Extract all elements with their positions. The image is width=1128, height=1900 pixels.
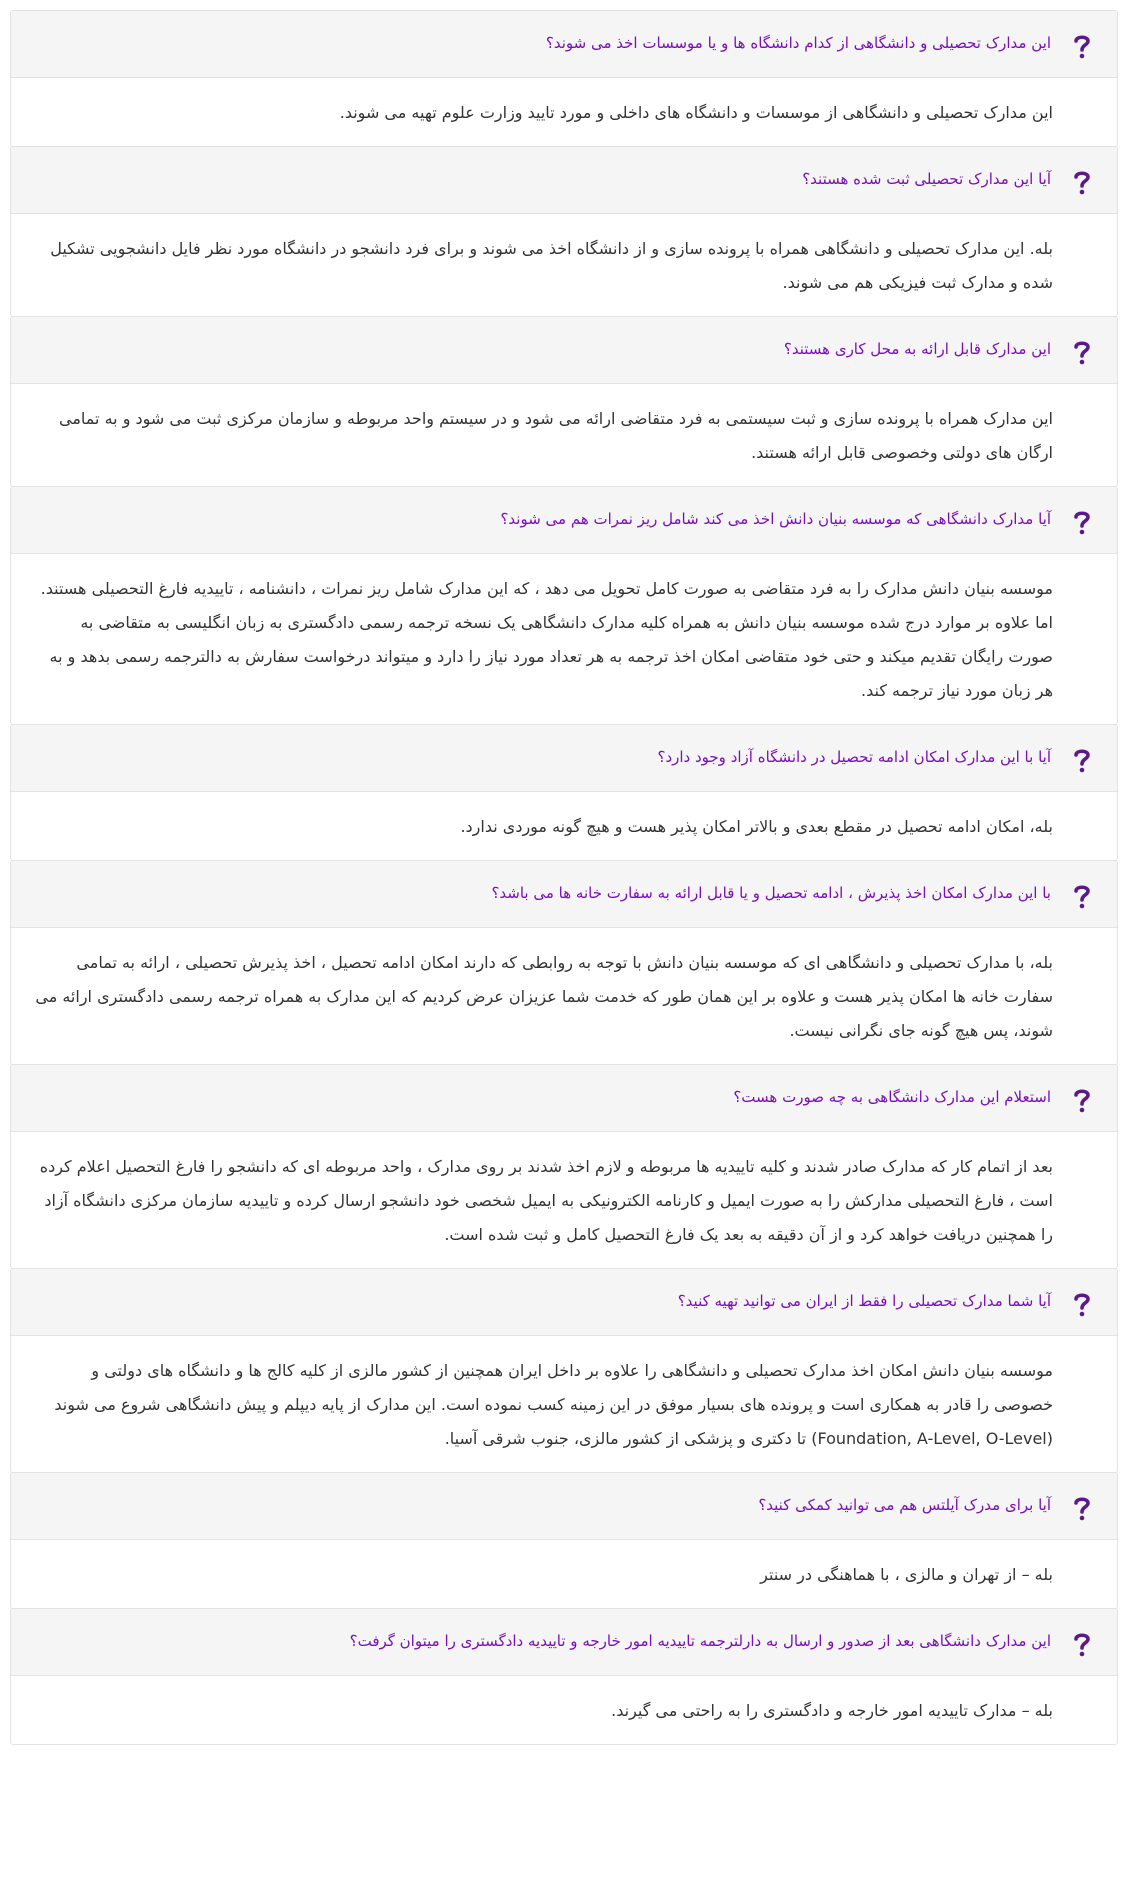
question-mark-icon: [1073, 1291, 1091, 1317]
faq-answer: [11, 214, 1117, 316]
faq-item: [10, 146, 1118, 317]
question-mark-icon: [1073, 1087, 1091, 1113]
question-mark-icon: [1073, 747, 1091, 773]
faq-answer-text: این مدارک همراه با پرونده سازی و ثبت سیستمی به فرد متقاضی ارائه می شود و در سیستم واحد مربوطه و سازمان مرکزی ثبت می شود و به تمامی ارگان های دولتی وخصوصی قابل ارائه هستند.: [59, 409, 1053, 462]
faq-question[interactable]: [11, 147, 1117, 214]
question-mark-icon: [1073, 1631, 1091, 1657]
question-mark-icon: [1073, 509, 1091, 535]
faq-question[interactable]: [11, 1473, 1117, 1540]
faq-question-text: آیا این مدارک تحصیلی ثبت شده هستند؟: [802, 170, 1051, 188]
faq-item: [10, 1268, 1118, 1473]
question-mark-icon: [1073, 1495, 1091, 1521]
faq-item: [10, 316, 1118, 487]
faq-question[interactable]: [11, 1609, 1117, 1676]
faq-answer-text: اما علاوه بر موارد درج شده موسسه بنیان دانش به همراه کلیه مدارک دانشگاهی یک نسخه ترجمه رسمی دادگستری به زبان انگلیسی به متقاضی به صورت رایگان تقدیم میکند و حتی خود متقاضی امکان اخذ ترجمه به هر تعداد مورد نیاز را دارد و میتواند درخواست سفارش به دالترجمه رسمی بدهد و به هر زبان مورد نیاز ترجمه کند.: [49, 613, 1053, 700]
faq-question[interactable]: [11, 1065, 1117, 1132]
faq-answer-text: بله. این مدارک تحصیلی و دانشگاهی همراه با پرونده سازی و از دانشگاه اخذ می شوند و برای فرد دانشجو در دانشگاه مورد نظر فایل دانشجویی تشکیل شده و مدارک ثبت فیزیکی هم می شوند.: [50, 239, 1053, 292]
faq-answer-text: بله – از تهران و مالزی ، با هماهنگی در سنتر: [760, 1565, 1053, 1584]
faq-question[interactable]: [11, 725, 1117, 792]
faq-item: [10, 860, 1118, 1065]
faq-question-text: این مدارک قابل ارائه به محل کاری هستند؟: [783, 340, 1051, 358]
faq-answer: [11, 554, 1117, 724]
question-mark-icon: [1073, 33, 1091, 59]
faq-list: [10, 10, 1118, 1744]
faq-question[interactable]: [11, 1269, 1117, 1336]
faq-item: [10, 486, 1118, 725]
faq-question[interactable]: [11, 861, 1117, 928]
faq-item: [10, 1064, 1118, 1269]
faq-answer-text: این مدارک تحصیلی و دانشگاهی از موسسات و دانشگاه های داخلی و مورد تایید وزارت علوم تهیه می شوند.: [339, 103, 1053, 122]
faq-answer-text: موسسه بنیان دانش امکان اخذ مدارک تحصیلی و دانشگاهی را علاوه بر داخل ایران همچنین از کشور مالزی از کلیه کالج ها و دانشگاه های دولتی و خصوصی را قادر به همکاری است و پرونده های بسیار موفق در این زمینه کسب نموده است. این مدارک از پایه دیپلم و پیش دانشگاهی شروع می شوند (Foundation, A-Level, O-Level) تا دکتری و پزشکی از کشور مالزی، جنوب شرقی آسیا.: [54, 1361, 1053, 1448]
faq-question-text: آیا مدارک دانشگاهی که موسسه بنیان دانش اخذ می کند شامل ریز نمرات هم می شوند؟: [500, 510, 1051, 528]
faq-question-text: با این مدارک امکان اخذ پذیرش ، ادامه تحصیل و یا قابل ارائه به سفارت خانه ها می باشد؟: [491, 884, 1051, 902]
faq-answer-text: بله – مدارک تاییدیه امور خارجه و دادگستری را به راحتی می گیرند.: [611, 1701, 1053, 1720]
question-mark-icon: [1073, 339, 1091, 365]
faq-question-text: آیا شما مدارک تحصیلی را فقط از ایران می توانید تهیه کنید؟: [677, 1292, 1051, 1310]
faq-answer: [11, 1676, 1117, 1744]
faq-answer: [11, 1540, 1117, 1608]
faq-question-text: آیا برای مدرک آیلتس هم می توانید کمکی کنید؟: [758, 1496, 1051, 1514]
faq-answer-text: بله، با مدارک تحصیلی و دانشگاهی ای که موسسه بنیان دانش با توجه به روابطی که دارند امکان ادامه تحصیل ، اخذ پذیرش تحصیلی ، ارائه به تمامی سفارت خانه ها امکان پذیر هست و علاوه بر این همان طور که خدمت شما عزیزان عرض کردیم که این مدارک به همراه ترجمه رسمی دادگستری ارائه می شوند، پس هیچ گونه جای نگرانی نیست.: [35, 953, 1053, 1040]
faq-question[interactable]: [11, 487, 1117, 554]
faq-question-text: آیا با این مدارک امکان ادامه تحصیل در دانشگاه آزاد وجود دارد؟: [657, 748, 1051, 766]
faq-answer: [11, 1336, 1117, 1472]
faq-item: [10, 1608, 1118, 1745]
faq-answer-text: موسسه بنیان دانش مدارک را به فرد متقاضی به صورت کامل تحویل می دهد ، که این مدارک شامل ریز نمرات ، دانشنامه ، تاییدیه فارغ التحصیلی هستند.: [40, 579, 1053, 598]
faq-item: [10, 1472, 1118, 1609]
faq-answer: [11, 792, 1117, 860]
faq-answer-text: بعد از اتمام کار که مدارک صادر شدند و کلیه تاییدیه ها مربوطه و لازم اخذ شدند بر روی مدارک ، واحد مربوطه ای که دانشجو را فارغ التحصیل اعلام کرده است ، فارغ التحصیلی مدارکش را به صورت ایمیل و کارنامه الکترونیکی به ایمیل شخصی خود دانشجو ارسال کرده و تاییدیه سازمان مرکزی دانشگاه آزاد را همچنین دریافت خواهد کرد و از آن دقیقه به بعد یک فارغ التحصیل کامل و ثبت شده است.: [39, 1157, 1053, 1244]
question-mark-icon: [1073, 883, 1091, 909]
faq-question-text: این مدارک دانشگاهی بعد از صدور و ارسال به دارلترجمه تاییدیه امور خارجه و تاییدیه دادگستری را میتوان گرفت؟: [349, 1632, 1051, 1650]
faq-answer: [11, 384, 1117, 486]
faq-item: [10, 724, 1118, 861]
faq-question[interactable]: [11, 317, 1117, 384]
faq-question-text: این مدارک تحصیلی و دانشگاهی از کدام دانشگاه ها و یا موسسات اخذ می شوند؟: [545, 34, 1051, 52]
question-mark-icon: [1073, 169, 1091, 195]
faq-answer: [11, 1132, 1117, 1268]
faq-item: [10, 10, 1118, 147]
faq-question-text: استعلام این مدارک دانشگاهی به چه صورت هست؟: [733, 1088, 1051, 1106]
faq-answer: [11, 928, 1117, 1064]
faq-answer-text: بله، امکان ادامه تحصیل در مقطع بعدی و بالاتر امکان پذیر هست و هیچ گونه موردی ندارد.: [460, 817, 1053, 836]
faq-answer: [11, 78, 1117, 146]
faq-question[interactable]: [11, 11, 1117, 78]
